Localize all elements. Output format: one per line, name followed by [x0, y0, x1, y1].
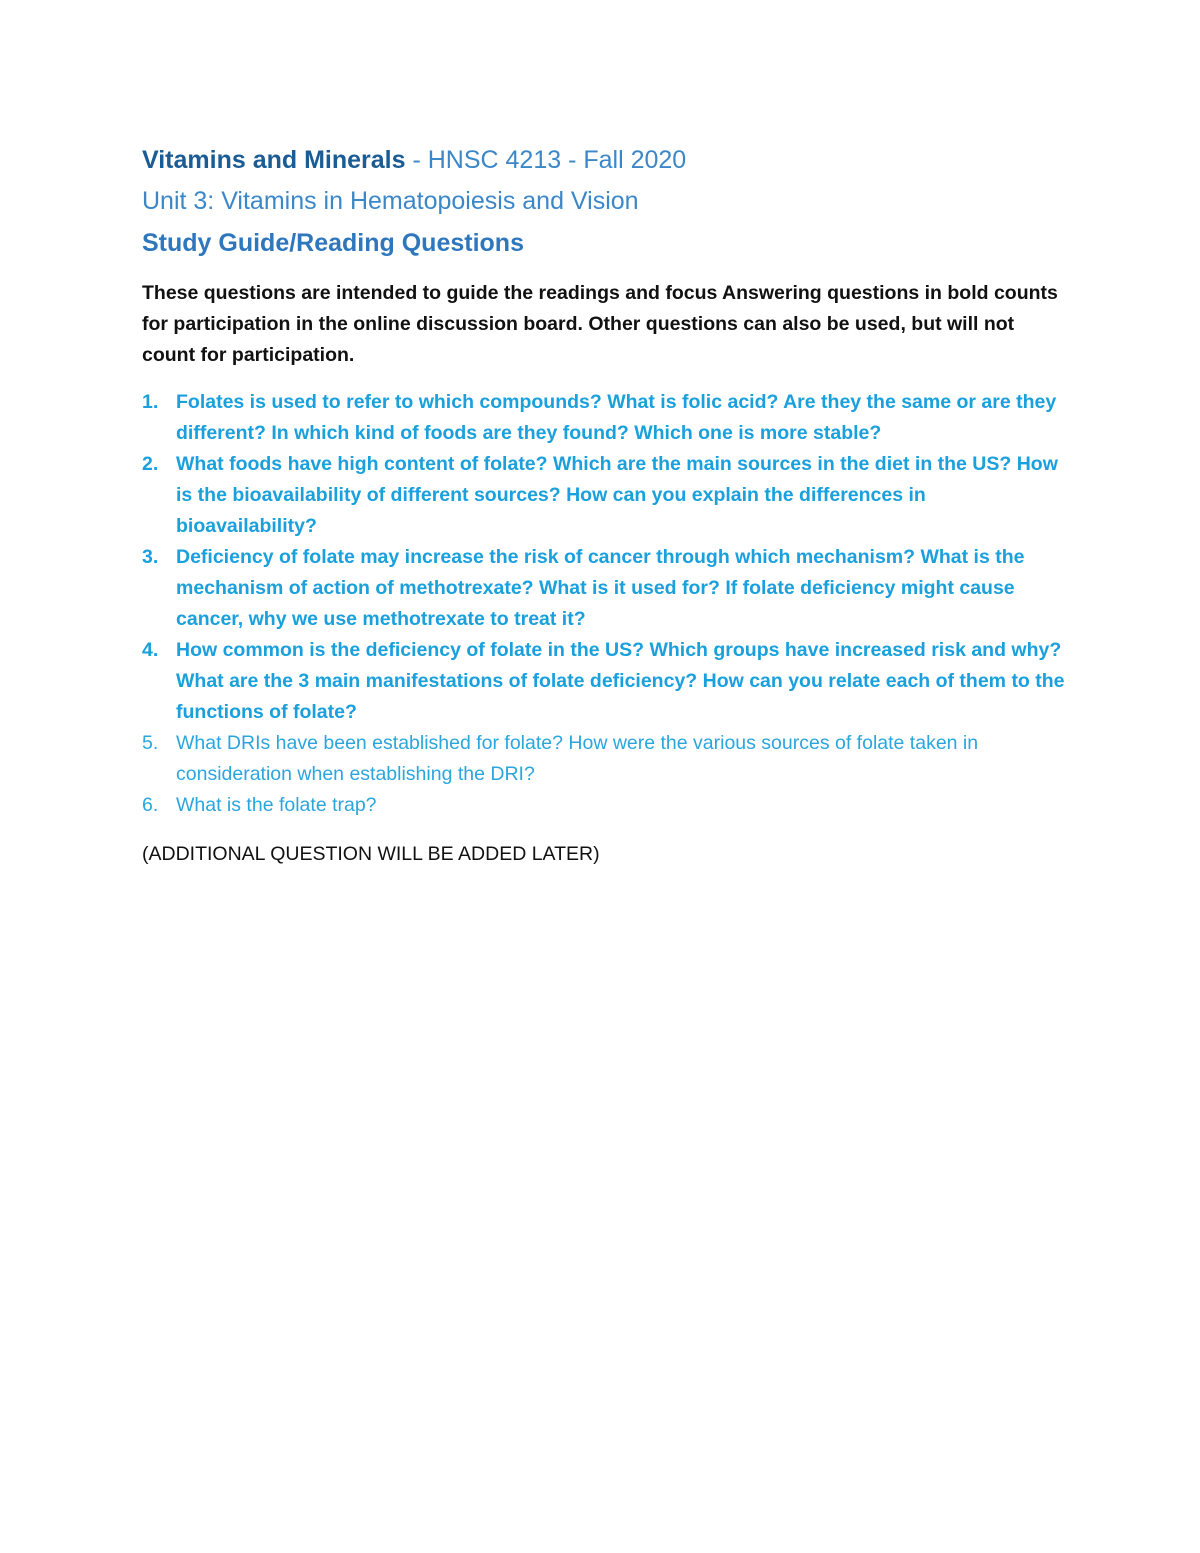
question-item-4 [142, 635, 1072, 728]
question-text: How common is the deficiency of folate in the US? Which groups have increased risk and why? What are the 3 main manifestations of folate deficiency? How can you relate each of them to the functions of folate? [176, 639, 1065, 723]
question-text: Deficiency of folate may increase the risk of cancer through which mechanism? What is the mechanism of action of methotrexate? What is it used for? If folate deficiency might cause cancer, why we use methotrexate to treat it? [176, 546, 1025, 630]
question-text: What is the folate trap? [176, 794, 377, 816]
question-text: What DRIs have been established for folate? How were the various sources of folate taken in consideration when establishing the DRI? [176, 732, 979, 785]
unit-heading: Unit 3: Vitamins in Hematopoiesis and Vision [142, 187, 639, 215]
question-item-2 [142, 449, 1072, 542]
question-number: 3. [142, 546, 159, 568]
question-text: Folates is used to refer to which compounds? What is folic acid? Are they the same or are they different? In which kind of foods are they found? Which one is more stable? [176, 391, 1057, 444]
question-list [142, 387, 1072, 821]
course-name: Vitamins and Minerals [142, 146, 406, 174]
question-item-3 [142, 542, 1072, 635]
intro-paragraph: These questions are intended to guide the readings and focus Answering questions in bold counts for participation in the online discussion board. Other questions can also be used, but will not count for participation. [142, 282, 1058, 366]
document-page [142, 140, 1072, 870]
additional-questions-note: (ADDITIONAL QUESTION WILL BE ADDED LATER) [142, 843, 600, 865]
question-number: 6. [142, 794, 159, 816]
question-item-6 [142, 790, 1072, 821]
question-item-1 [142, 387, 1072, 449]
document-title [142, 140, 1072, 180]
question-number: 5. [142, 732, 159, 754]
question-item-5 [142, 728, 1072, 790]
question-number: 2. [142, 453, 159, 475]
question-text: What foods have high content of folate? Which are the main sources in the diet in the US? How is the bioavailability of different sources? How can you explain the differences in bioavailability? [176, 453, 1058, 537]
course-meta: - HNSC 4213 - Fall 2020 [405, 146, 687, 174]
study-guide-heading: Study Guide/Reading Questions [142, 229, 524, 257]
question-number: 4. [142, 639, 159, 661]
question-number: 1. [142, 391, 159, 413]
